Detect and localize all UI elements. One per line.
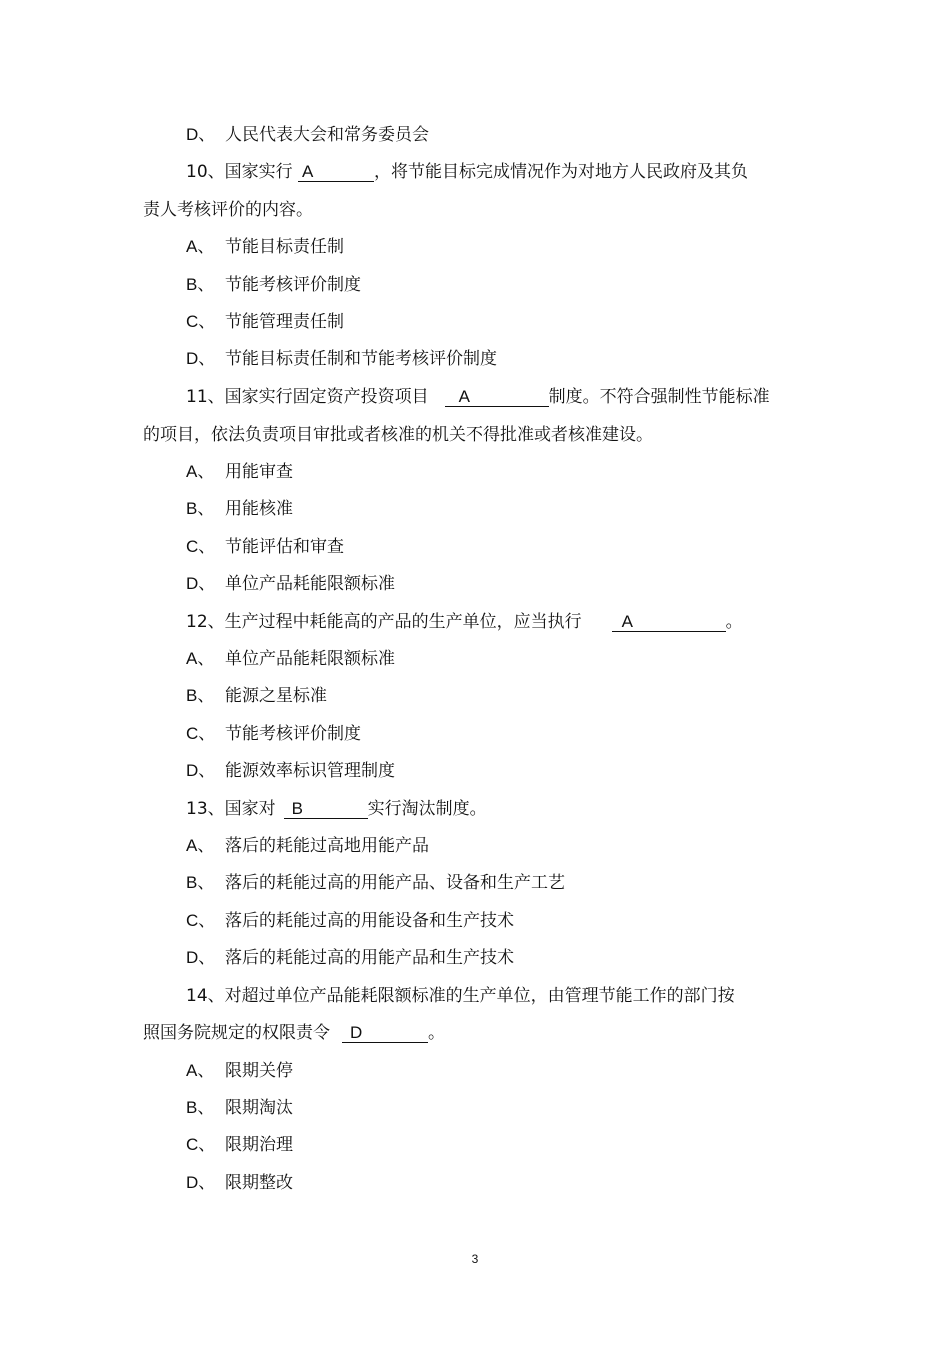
page-number: 3 <box>471 1252 479 1266</box>
option-q13-d: D、 落后的耗能过高的用能产品和生产技术 <box>186 948 514 968</box>
option-q13-a: A、 落后的耗能过高地用能产品 <box>186 836 429 856</box>
option-q12-c: C、 节能考核评价制度 <box>186 724 361 744</box>
option-q14-a: A、 限期关停 <box>186 1061 293 1081</box>
answer-blank-q11: A <box>445 387 549 407</box>
answer-blank-q14: D <box>342 1023 428 1043</box>
option-q12-a: A、 单位产品能耗限额标准 <box>186 649 395 669</box>
option-q10-a: A、 节能目标责任制 <box>186 237 344 257</box>
option-q12-d: D、 能源效率标识管理制度 <box>186 761 395 781</box>
option-q14-c: C、 限期治理 <box>186 1135 293 1155</box>
option-q11-c: C、 节能评估和审查 <box>186 537 344 557</box>
option-text: 人民代表大会和常务委员会 <box>225 125 429 145</box>
option-q10-b: B、 节能考核评价制度 <box>186 275 361 295</box>
answer-blank-q12: A <box>612 612 726 632</box>
option-q14-d: D、 限期整改 <box>186 1173 293 1193</box>
question-14-line2: 照国务院规定的权限责令 D 。 <box>143 1023 445 1043</box>
option-q10-c: C、 节能管理责任制 <box>186 312 344 332</box>
question-14-line1: 14、对超过单位产品能耗限额标准的生产单位，由管理节能工作的部门按 <box>186 986 735 1006</box>
question-12-line1: 12、生产过程中耗能高的产品的生产单位，应当执行 A 。 <box>186 612 743 632</box>
option-q11-d: D、 单位产品耗能限额标准 <box>186 574 395 594</box>
option-q11-b: B、 用能核准 <box>186 499 293 519</box>
question-11-line1: 11、国家实行固定资产投资项目 A 制度。不符合强制性节能标准 <box>186 387 770 407</box>
option-q14-b: B、 限期淘汰 <box>186 1098 293 1118</box>
question-10-line2: 责人考核评价的内容。 <box>143 200 313 220</box>
option-q13-c: C、 落后的耗能过高的用能设备和生产技术 <box>186 911 514 931</box>
answer-blank-q10: A <box>298 162 374 182</box>
option-q11-a: A、 用能审查 <box>186 462 293 482</box>
option-letter: D、 <box>186 125 216 144</box>
question-10-line1: 10、国家实行 A ，将节能目标完成情况作为对地方人民政府及其负 <box>186 162 749 182</box>
question-13-line1: 13、国家对 B 实行淘汰制度。 <box>186 799 487 819</box>
option-q10-d: D、 节能目标责任制和节能考核评价制度 <box>186 349 497 369</box>
option-q12-b: B、 能源之星标准 <box>186 686 327 706</box>
question-11-line2: 的项目，依法负责项目审批或者核准的机关不得批准或者核准建设。 <box>143 425 653 445</box>
option-q13-b: B、 落后的耗能过高的用能产品、设备和生产工艺 <box>186 873 565 893</box>
answer-blank-q13: B <box>284 799 368 819</box>
option-q9-d <box>186 124 429 146</box>
